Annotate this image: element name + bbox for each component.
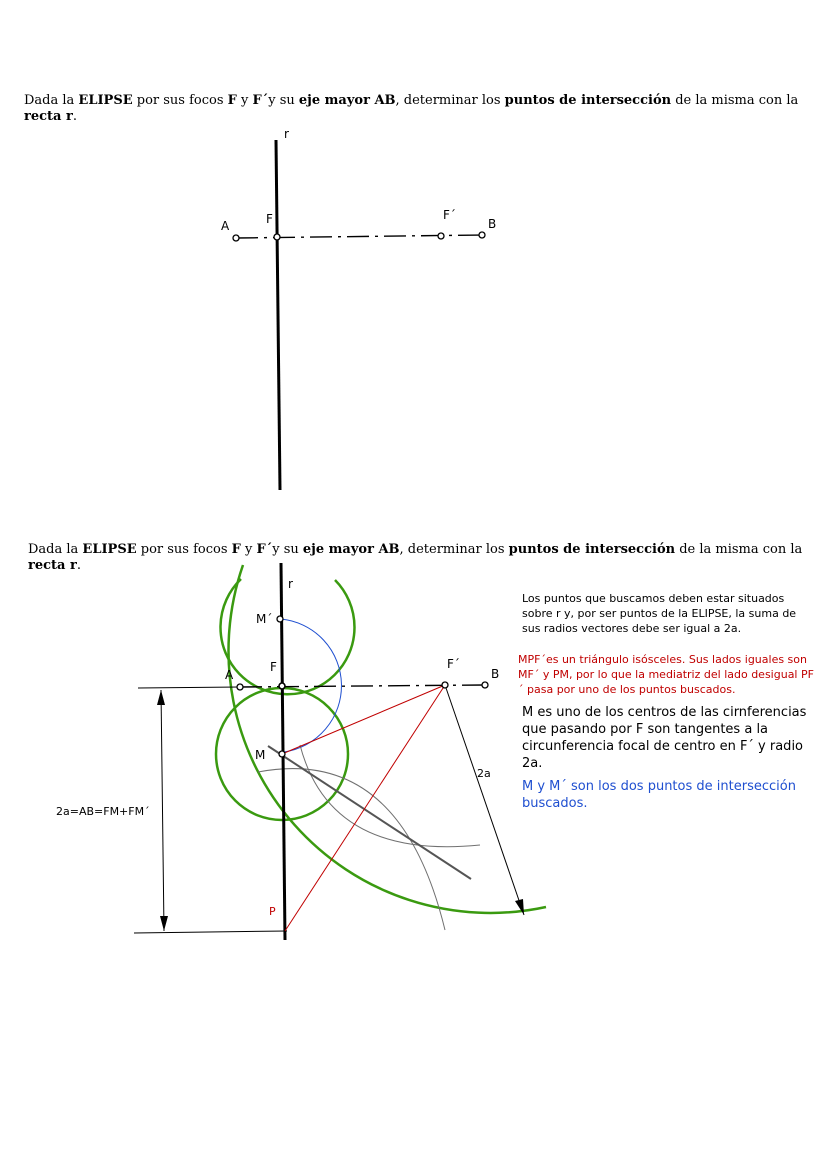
label-dimension: 2a=AB=FM+FM´ bbox=[56, 805, 150, 818]
label-B: B bbox=[488, 217, 497, 231]
segment-M-F-prime bbox=[282, 685, 445, 754]
label-A: A bbox=[221, 219, 230, 233]
point-A bbox=[233, 235, 239, 241]
extension-line-top bbox=[138, 687, 240, 688]
label-B: B bbox=[491, 667, 500, 681]
statement-text: por sus focos bbox=[136, 542, 232, 557]
point-A bbox=[237, 684, 243, 690]
statement-text: de la misma con la bbox=[675, 542, 803, 557]
blue-arc bbox=[281, 619, 341, 752]
line-r bbox=[276, 140, 280, 490]
point-B bbox=[482, 682, 488, 688]
statement-bold: puntos de intersección bbox=[508, 542, 676, 557]
note-explanation-1: Los puntos que buscamos deben estar situados sobre r y, por ser puntos de la ELIPSE, la suma de sus radios vectores debe ser igual a 2a. bbox=[522, 592, 797, 635]
segment-F-prime-P bbox=[285, 685, 445, 931]
label-F-prime: F´ bbox=[447, 657, 460, 671]
statement-text: . bbox=[76, 558, 81, 573]
circle-M-prime bbox=[220, 579, 354, 694]
statement-bold: recta r bbox=[28, 558, 77, 573]
label-2a: 2a bbox=[477, 767, 491, 780]
statement-bold: eje mayor AB bbox=[302, 542, 400, 557]
radius-2a-line bbox=[445, 685, 524, 915]
point-B bbox=[479, 232, 485, 238]
statement-text: y bbox=[236, 93, 253, 108]
note-explanation-3: M es uno de los centros de las cirnferencias que pasando por F son tangentes a la circunferencia focal de centro en F´ y radio 2a. bbox=[522, 705, 807, 771]
statement-bold: ELIPSE bbox=[78, 93, 133, 108]
perpendicular-bisector bbox=[268, 746, 471, 879]
statement-text: . bbox=[72, 109, 77, 124]
statement-text: , determinar los bbox=[395, 93, 505, 108]
label-P: P bbox=[269, 905, 276, 918]
statement-text: y bbox=[240, 542, 257, 557]
statement-bold: F´ bbox=[256, 542, 273, 557]
point-F-prime bbox=[438, 233, 444, 239]
label-M-prime: M´ bbox=[256, 612, 273, 626]
label-r: r bbox=[284, 127, 289, 141]
label-M: M bbox=[255, 748, 266, 762]
statement-text: Dada la bbox=[28, 542, 83, 557]
dimension-arrow-bottom bbox=[160, 916, 168, 931]
point-F bbox=[274, 234, 280, 240]
point-M bbox=[279, 751, 285, 757]
point-F-prime bbox=[442, 682, 448, 688]
point-F bbox=[279, 683, 285, 689]
statement-bold: F´ bbox=[252, 93, 269, 108]
statement-bold: recta r bbox=[24, 109, 73, 124]
statement-text: , determinar los bbox=[399, 542, 509, 557]
label-r: r bbox=[288, 577, 293, 591]
statement-text: por sus focos bbox=[132, 93, 228, 108]
extension-line-bottom bbox=[134, 931, 287, 933]
note-conclusion: M y M´ son los dos puntos de intersección buscados. bbox=[522, 779, 796, 811]
statement-bold: F bbox=[227, 93, 237, 108]
note-explanation-2: MPF´es un triángulo isósceles. Sus lados iguales son MF´ y PM, por lo que la mediatriz del lado desigual PF´ pasa por uno de los puntos buscados. bbox=[518, 653, 814, 696]
statement-text: Dada la bbox=[24, 93, 79, 108]
statement-bold: ELIPSE bbox=[82, 542, 137, 557]
statement-text: y su bbox=[268, 93, 299, 108]
statement-bold: eje mayor AB bbox=[298, 93, 396, 108]
dimension-arrow-top bbox=[157, 690, 165, 705]
statement-bold: F bbox=[231, 542, 241, 557]
label-F-prime: F´ bbox=[443, 208, 456, 222]
label-F: F bbox=[266, 212, 273, 226]
construction-arc-2 bbox=[300, 745, 480, 847]
figure-1 bbox=[221, 127, 496, 490]
dimension-line bbox=[161, 690, 164, 931]
statement-text: de la misma con la bbox=[671, 93, 799, 108]
focal-circle-arc bbox=[229, 565, 546, 913]
statement-bold: puntos de intersección bbox=[504, 93, 672, 108]
label-F: F bbox=[270, 660, 277, 674]
statement-text: y su bbox=[272, 542, 303, 557]
major-axis bbox=[236, 235, 482, 238]
label-A: A bbox=[225, 668, 234, 682]
point-M-prime bbox=[277, 616, 283, 622]
figure-2 bbox=[56, 563, 546, 940]
